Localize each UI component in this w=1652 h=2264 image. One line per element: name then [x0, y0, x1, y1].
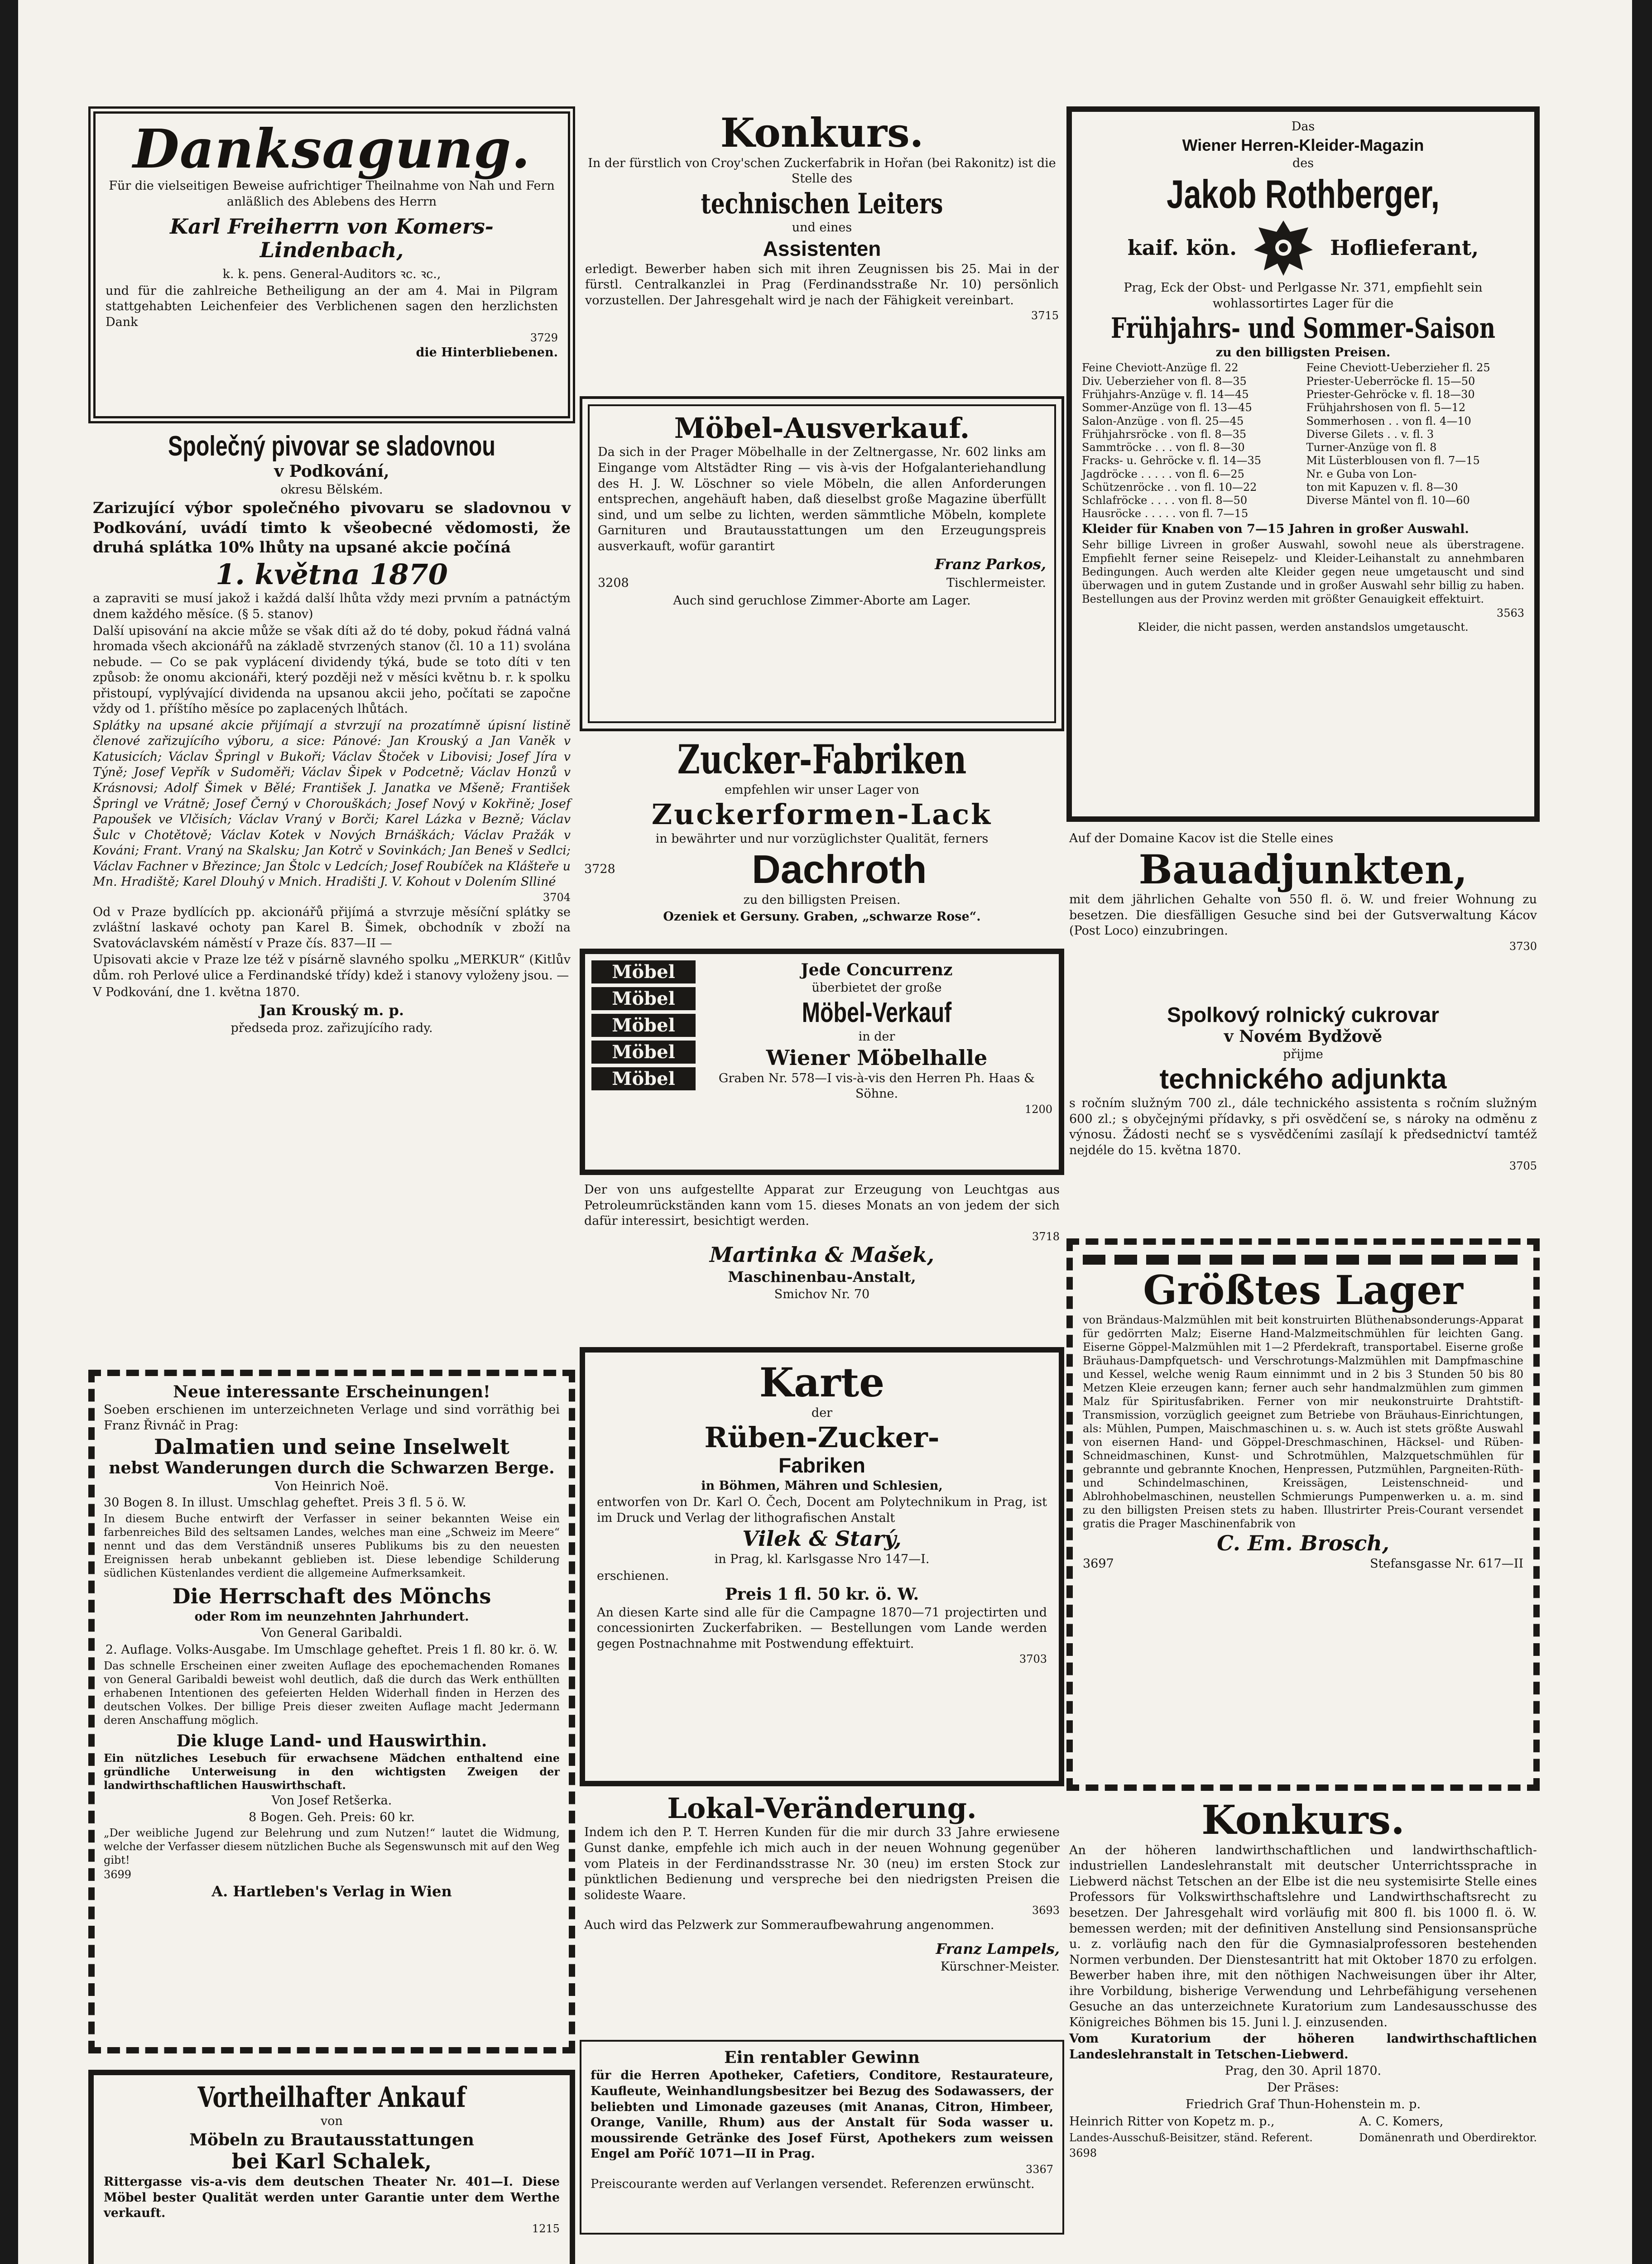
- cukrovar-place: v Novém Bydžově: [1224, 1026, 1383, 1046]
- rothberger-right: Hoflieferant,: [1330, 235, 1479, 260]
- moebel-verkauf-title: Möbel-Verkauf: [802, 997, 952, 1029]
- moebel-tab: Möbel: [591, 1014, 696, 1037]
- vortheil-line: Möbeln zu Brautausstattungen: [189, 2130, 474, 2149]
- danksagung-signature: die Hinterbliebenen.: [416, 345, 558, 360]
- rothberger-body: Sehr billige Livreen in großer Auswahl, sowohl neue als überstragene. Empfiehlt ferner seine Reisepelz- und Kleider-Leihanstalt zu annehmbaren Bedingungen. Auch werden alte Kleider gegen neue umgetauscht und sind überwagen und in gutem Zustande und in großer Auswahl sehr billig zu haben. Bestellungen aus der Provinz werden mit größter Genauigkeit effektuirt.: [1082, 538, 1524, 606]
- gewinn-title: Ein rentabler Gewinn: [724, 2048, 920, 2067]
- moebel-verkauf-halle: Wiener Möbelhalle: [766, 1046, 988, 1070]
- price-item: Nr. e Guba von Lon-: [1306, 467, 1417, 480]
- bauad-lead: Auf der Domaine Kacov ist die Stelle eines: [1069, 831, 1334, 845]
- pivovar-paragraph-4: Od v Praze bydlících pp. akcionářů přijímá a stvrzuje měsíční splátky se zvláštní laskavé ochoty pan Karel B. Šimek, obchodník v zboží na Svatováclavském náměstí v Praze čís. 837—II —: [93, 905, 571, 950]
- book-1-description: In diesem Buche entwirft der Verfasser in seiner bekannten Weise ein farbenreiches Bild des seltsamen Landes, welches man eine „Schweiz im Meere“ nennt und das dem Verständniß unseres Publikums bis zu den neuesten Ereignissen herab unbekannt geblieben ist. Diese lebendige Schilderung südlichen Küstenlandes verdient die allgemeine Aufmerksamkeit.: [104, 1512, 560, 1580]
- vortheil-address: Rittergasse vis-a-vis dem deutschen Theater Nr. 401—I. Diese Möbel bester Qualität werden unter Garantie unter dem Werthe verkauft.: [104, 2175, 560, 2221]
- ausverkauf-body: Da sich in der Prager Möbelhalle in der Zeltnergasse, Nr. 602 links am Eingange vom Altstädter Ring — vis à-vis der Hofgalanteriehandlung des H. J. W. Löschner so viele Möbeln, die allen Anforderungen entsprechen, angehäuft haben, daß dieselbst große Magazine überfüllt sind, und um selbe zu lichten, werden sämmtliche Möbeln, komplete Garnituren und Brautausstattungen um den Erzeugungspreis ausverkauft, wofür garantirt: [598, 445, 1046, 553]
- konkurs-2-count: Friedrich Graf Thun-Hohenstein m. p.: [1185, 2097, 1421, 2111]
- ad-karte-rueben-zucker: [580, 1347, 1064, 1786]
- karte-address: in Prag, kl. Karlsgasse Nro 147—I.: [714, 1552, 930, 1567]
- column-2: [580, 106, 1064, 2264]
- karte-body-2: An diesen Karte sind alle für die Campagne 1870—71 projectirten und concessionirten Zuckerfabriken. — Bestellungen vom Lande werden gegen Postnachnahme mit Postwendung effektuirt.: [597, 1605, 1047, 1651]
- moebel-tab: Möbel: [591, 1041, 696, 1064]
- konkurs-2-number: 3698: [1069, 2146, 1097, 2159]
- price-item: Feine Cheviott-Anzüge fl. 22: [1082, 361, 1239, 374]
- ausverkauf-extra: Auch sind geruchlose Zimmer-Aborte am Lager.: [673, 593, 971, 608]
- price-item: Jagdröcke . . . . . von fl. 6—25: [1082, 467, 1244, 480]
- cukrovar-body: s ročním služným 700 zl., dále technického assistenta s ročním služným 600 zl.; s obyčejnými přídavky, s při osvědčení se, s nároky na odměnu z výnosu. Žádosti nechť se s vysvědčeními zasílají k předsednictví tamtéž nejdéle do 15. května 1870.: [1069, 1096, 1537, 1157]
- zucker-firm: Ozeniek et Gersuny. Graben, „schwarze Rose“.: [663, 909, 981, 924]
- pivovar-paragraph-3: Splátky na upsané akcie přijímají a stvrzují na prozatímně úpisní listině členové zařizujícího výboru, a sice: Pánové: Jan Krouský a Jan Vaněk v Katusicích; Václav Špringl v Bukoři; Václav Štoček v Libovisi; Josef Jíra v Týně; Josef Vepřík v Sudoměři; Václav Šipek v Podcetně; Václav Honzů v Krásnovsi; Adolf Šimek v Bělé; František J. Janatka ve Mšeně; František Špringl ve Vrátně; Josef Černý v Chorouškách; Josef Nový v Kokřině; Josef Papoušek ve Vlčisích; Václav Vraný v Borči; Karel Lázka v Bezně; Václav Šulc v Chotětově; Václav Kotek v Nových Brnáškách; Václav Pražák v Kováni; Frant. Vraný na Skalsku; Jan Kotrč v Sovinkách; Jan Beneš v Sedlci; Václav Fachner v Březince; Jan Štolc v Ledcích; Josef Roubíček na Klášteře u Mn. Hradiště; Karel Dlouhý v Mnich. Hradišti J. V. Kohout v Dolením Slliné: [93, 718, 571, 889]
- konkurs-1-title: Konkurs.: [720, 109, 924, 156]
- book-1-author: Von Heinrich Noë.: [274, 1479, 389, 1493]
- ausverkauf-title: Möbel-Ausverkauf.: [674, 412, 970, 445]
- moebel-tab: Möbel: [591, 960, 696, 983]
- bauad-number: 3730: [1509, 940, 1537, 953]
- pivovar-date: 1. května 1870: [216, 558, 448, 591]
- moebel-verkauf-over: überbietet der große: [812, 981, 942, 995]
- konkurs-2-signer-2: A. C. Komers,: [1359, 2115, 1444, 2129]
- book-1-title: Dalmatien und seine Inselwelt: [154, 1434, 509, 1459]
- book-3-subtitle: Ein nützliches Lesebuch für erwachsene Mädchen enthaltend eine gründliche Unterweisung in den wichtigsten Zweigen der landwirthschaftlichen Hauswirthschaft.: [104, 1751, 560, 1792]
- gewinn-number: 3367: [1025, 2163, 1053, 2176]
- cukrovar-number: 3705: [1509, 1159, 1537, 1172]
- book-1-subtitle: nebst Wanderungen durch die Schwarzen Berge.: [109, 1458, 555, 1478]
- pivovar-lead: Zarizující výbor společného pivovaru se sladovnou v Podkování, uvádí timto k všeobecné vědomosti, že druhá splátka 10% lhůty na upsané akcie počíná: [93, 499, 571, 557]
- rothberger-left: kaif. kön.: [1127, 235, 1237, 260]
- pivovar-district: okresu Bělském.: [280, 482, 383, 497]
- moebel-verkauf-top: Jede Concurrenz: [801, 960, 953, 979]
- price-item: Frühjahrsröcke . von fl. 8—35: [1082, 427, 1247, 441]
- zucker-title: Zucker-Fabriken: [677, 736, 967, 783]
- konkurs-1-body: erledigt. Bewerber haben sich mit ihren Zeugnissen bis 25. Mai in der fürstl. Centralkanzlei in Prag (Ferdinandsstraße Nr. 10) persönlich vorzustellen. Der Jahresgehalt wird je nach der Fähigkeit vereinbart.: [585, 262, 1059, 307]
- column-1: [88, 106, 575, 2264]
- ad-moebel-verkauf: [580, 949, 1064, 1175]
- zucker-number: 3728: [584, 862, 615, 877]
- pivovar-paragraph-1: a zapraviti se musí jakož i každá další lhůta vždy mezi prvním a patnáctým dnem každého měsíce. (§ 5. stanov): [93, 591, 571, 621]
- price-item: Turner-Anzüge von fl. 8: [1306, 441, 1437, 454]
- karte-firm: Vilek & Starý,: [742, 1526, 902, 1551]
- price-item: Frühjahrshosen von fl. 5—12: [1306, 401, 1466, 414]
- neue-head: Neue interessante Erscheinungen!: [173, 1382, 490, 1401]
- book-2-description: Das schnelle Erscheinen einer zweiten Auflage des epochemachenden Romanes von General Garibaldi beweist wohl deutlich, daß die durch das Werk enthüllten erhabenen Intentionen des gefeierten Helden Widerhall finden in Herzen des deutschen Volkes. Der billige Preis dieser zweiten Auflage macht Jedermann deren Anschaffung möglich.: [104, 1659, 560, 1727]
- book-3-price: 8 Bogen. Geh. Preis: 60 kr.: [249, 1810, 415, 1824]
- book-3-author: Von Josef Retšerka.: [271, 1794, 392, 1808]
- ad-lokal-veraenderung: [580, 1786, 1064, 2040]
- moebel-verkauf-address: Graben Nr. 578—I vis-à-vis den Herren Ph. Haas & Söhne.: [718, 1071, 1035, 1101]
- rothberger-crest-row: [1082, 216, 1524, 279]
- martinka-number: 3718: [1032, 1230, 1060, 1243]
- cukrovar-prijme: přijme: [1283, 1047, 1323, 1062]
- bauad-body: mit dem jährlichen Gehalte von 550 fl. ö. W. und freier Wohnung zu besetzen. Die diesfälligen Gesuche sind bei der Gutsverwaltung Kácov (Post Loco) einzubringen.: [1069, 892, 1537, 938]
- book-2-price: 2. Auflage. Volks-Ausgabe. Im Umschlage geheftet. Preis 1 fl. 80 kr. ö. W.: [105, 1643, 558, 1657]
- lager-body: von Brändaus-Malzmühlen mit beit konstruirten Blüthenabsonderungs-Apparat für gedörrten Malz; Eiserne Hand-Malzmeitschmühlen für leichten Gang. Eiserne Göppel-Malzmühlen mit 1—2 Pferdekraft, transportabel. Eiserne große Bräuhaus-Dampfquetsch- und Verschrotungs-Malzmühlen mit Dampfmaschine und Kessel, welche wenig Raum einnimmt und in 2 bis 3 Stunden 50 bis 80 Metzen Kleie erzeugen kann; ferner auch sehr handmalzmühlen zum gimmen Malz für Spiritusfabriken. Ferner von mir neukonstruirte Drahtstift-Transmission, vorzüglich geeignet zum Betriebe von Bräuhaus-Einrichtungen, als: Mühlen, Pumpen, Maischmaschinen u. s. w. Auch ist stets größte Auswahl von eisernen Hand- und Göppel-Dreschmaschinen, Häcksel- und Rüben-Schneidmaschinen, Kunst- und Schrotmühlen, Malzquetschmühlen für gebrannte und gebrannte Knochen, Henpressen, Putzmühlen, Pargneiten-Rüth- und Schindelmaschinen, Kreissägen, Leistenschneid- und Ablrohhobelmaschinen, neustellen Schmierungs Pumpenwerken u. a. m. sind zu den billigsten Preisen stets zu haben. Illustrirter Preis-Courant versendet gratis die Prager Maschinenfabrik von: [1083, 1313, 1523, 1530]
- book-2-author: Von General Garibaldi.: [261, 1626, 403, 1640]
- ad-danksagung: [88, 106, 575, 423]
- karte-erschienen: erschienen.: [597, 1568, 669, 1583]
- lokal-title: Lokal-Veränderung.: [667, 1792, 977, 1825]
- konkurs-1-number: 3715: [1031, 309, 1059, 322]
- price-item: Feine Cheviott-Ueberzieher fl. 25: [1306, 361, 1490, 374]
- book-2-subtitle: oder Rom im neunzehnten Jahrhundert.: [194, 1609, 469, 1624]
- rothberger-des: des: [1292, 156, 1314, 171]
- column-3: [1066, 106, 1540, 2264]
- ad-martinka-masek: [580, 1175, 1064, 1347]
- neue-publisher: A. Hartleben's Verlag in Wien: [211, 1883, 452, 1900]
- konkurs-1-lead: In der fürstlich von Croy'schen Zuckerfabrik in Hořan (bei Rakonitz) ist die Stelle des: [588, 156, 1056, 186]
- vortheil-bei: bei Karl Schalek,: [231, 2149, 432, 2174]
- bauad-title: Bauadjunkten,: [1138, 845, 1468, 893]
- lager-number: 3697: [1083, 1556, 1114, 1571]
- moebel-tab: Möbel: [591, 987, 696, 1010]
- ad-neue-erscheinungen: [88, 1370, 575, 2053]
- lokal-body: Indem ich den P. T. Herren Kunden für die mir durch 33 Jahre erwiesene Gunst danke, empfehle ich mich auch in der neuen Wohnung gegenüber vom Plateis in der Ferdinandsstrasse Nr. 30 (neu) im ersten Stock zur pünktlichen Bedienung und verspreche bei den niedrigsten Preisen die solideste Waare.: [584, 1825, 1060, 1902]
- danksagung-title: Danksagung.: [133, 117, 531, 180]
- book-3-title: Die kluge Land- und Hauswirthin.: [176, 1731, 487, 1751]
- vortheil-title: Vortheilhafter Ankauf: [197, 2081, 466, 2114]
- price-item: Frühjahrs-Anzüge v. fl. 14—45: [1082, 388, 1249, 401]
- ad-zucker-fabriken: [580, 731, 1064, 949]
- zucker-price: zu den billigsten Preisen.: [743, 893, 901, 907]
- martinka-firm: Martinka & Mašek,: [709, 1242, 935, 1267]
- rothberger-season: Frühjahrs- und Sommer-Saison: [1111, 312, 1495, 345]
- neue-lead: Soeben erschienen im unterzeichneten Verlage und sind vorräthig bei Franz Řivnáč in Prag:: [104, 1403, 560, 1433]
- ornament-strip: [1083, 1255, 1523, 1265]
- rothberger-das: Das: [1291, 120, 1315, 134]
- danksagung-number: 3729: [530, 331, 558, 344]
- danksagung-rank: k. k. pens. General-Auditors ꝛc. ꝛc.,: [222, 267, 441, 282]
- lokal-number: 3693: [1032, 1904, 1060, 1917]
- ad-moebel-ausverkauf: [580, 396, 1064, 731]
- rothberger-cheap: zu den billigsten Preisen.: [1215, 345, 1391, 360]
- karte-subtitle-2: Fabriken: [778, 1453, 865, 1477]
- rothberger-address: Prag, Eck der Obst- und Perlgasse Nr. 371, empfiehlt sein wohlassortirtes Lager für die: [1124, 281, 1483, 311]
- scan-border-right: [1632, 0, 1652, 2264]
- rothberger-name: Jakob Rothberger,: [1167, 171, 1440, 216]
- konkurs-2-signer-2-role: Domänenrath und Oberdirektor.: [1359, 2131, 1537, 2144]
- rothberger-extra: Kleider, die nicht passen, werden anstandslos umgetauscht.: [1138, 621, 1469, 634]
- ad-cukrovar: [1066, 998, 1540, 1238]
- price-item: Schlafröcke . . . . von fl. 8—50: [1082, 494, 1248, 507]
- rothberger-title: Wiener Herren-Kleider-Magazin: [1182, 135, 1424, 154]
- pivovar-paragraph-5: Upisovati akcie v Praze lze též v písárně slavného spolku „MERKUR“ (Kitlův dům. roh Perlové ulice a Ferdinandské třídy) kdež i stanovy vyloženy jsou. —: [93, 953, 571, 983]
- ad-rentabler-gewinn: [580, 2040, 1064, 2235]
- price-item: Sammtröcke . . . von fl. 8—30: [1082, 441, 1245, 454]
- price-item: Mit Lüsterblousen von fl. 7—15: [1306, 454, 1480, 467]
- konkurs-2-date: Prag, den 30. April 1870.: [1225, 2064, 1382, 2078]
- zucker-lead: empfehlen wir unser Lager von: [725, 782, 919, 797]
- ad-konkurs-liebwerd: [1066, 1791, 1540, 2264]
- ausverkauf-role: Tischlermeister.: [946, 576, 1046, 590]
- martinka-body: Der von uns aufgestellte Apparat zur Erzeugung von Leuchtgas aus Petroleumrückständen kann vom 15. dieses Monats an von jedem der sich dafür interessirt, besichtigt werden.: [584, 1183, 1060, 1228]
- rothberger-number: 3563: [1496, 607, 1524, 620]
- pivovar-paragraph-2: Další upisování na akcie může se však díti až do té doby, pokud řádná valná hromada všech akcionářů na základě stvrzených stanov (čl. 10 a 11) svolána nebude. — Co se pak vyplácení dividendy týká, bude se toto díti v ten způsob: že onomu akcionáři, který později než v měsíci květnu b. r. k spolku přistoupí, vyplývající dividenda na upsanou akcii jeho, počítati se započne vždy od 1. příštího měsíce po zaplacených lhůtách.: [93, 624, 571, 716]
- vortheil-von: von: [321, 2114, 343, 2129]
- price-item: Diverse Mäntel von fl. 10—60: [1306, 494, 1470, 507]
- zucker-body: in bewährter und nur vorzüglichster Qualität, ferners: [655, 831, 989, 846]
- price-item: Schützenröcke . . von fl. 10—22: [1082, 480, 1257, 494]
- pivovar-signature: Jan Krouský m. p.: [259, 1002, 404, 1019]
- lager-firm: C. Em. Brosch,: [1217, 1530, 1389, 1555]
- konkurs-1-post-1: technischen Leiters: [701, 187, 943, 220]
- karte-region: in Böhmen, Mähren und Schlesien,: [701, 1478, 943, 1493]
- zucker-lack: Zuckerformen-Lack: [651, 798, 993, 831]
- neue-number: 3699: [104, 1868, 132, 1881]
- konkurs-2-body: An der höheren landwirthschaftlichen und landwirthschaftlich-industriellen Landeslehranstalt mit deutscher Unterrichtssprache in Liebwerd nächst Tetschen an der Elbe ist die neu systemisirte Stelle eines Professors für Volkswirthschaftslehre und Landwirthschaftsrecht zu besetzen. Der Jahresgehalt wird vorläufig mit 800 fl. bis 1000 fl. ö. W. bemessen werden; mit der definitiven Anstellung sind Pensionsansprüche u. z. vorläufig nach den für die Gymnasialprofessoren bestehenden Normen verbunden. Der Dienstesantritt hat mit Oktober 1870 zu erfolgen. Bewerber haben ihre, mit den nöthigen Nachweisungen über ihr Alter, ihre Vorbildung, bisherige Verwendung und Lehrbefähigung versehenen Gesuche an das unterzeichnete Kuratorium zum Landesausschusse des Königreiches Böhmen bis 15. Juni l. J. einzusenden.: [1069, 1843, 1537, 2029]
- pivovar-place-date: V Podkování, dne 1. května 1870.: [93, 985, 300, 999]
- pivovar-number: 3704: [543, 891, 571, 904]
- price-item: Salon-Anzüge . von fl. 25—45: [1082, 414, 1244, 427]
- karte-price: Preis 1 fl. 50 kr. ö. W.: [725, 1585, 919, 1604]
- lager-title: Größtes Lager: [1143, 1266, 1463, 1314]
- lager-address: Stefansgasse Nr. 617—II: [1370, 1556, 1523, 1571]
- gewinn-body: für die Herren Apotheker, Cafetiers, Conditore, Restaurateure, Kaufleute, Weinhandlungsbesitzer bei Bezug des Sodawassers, der beliebten und Limonade gazeuses (mit Ananas, Citron, Himbeer, Orange, Vanille, Rhum) aus der Anstalt für Soda wasser u. moussirende Getränke des Josef Fürst, Apothekers zum weissen Engel am Poříč 1071—II in Prag.: [591, 2068, 1053, 2161]
- konkurs-2-signer-1: Heinrich Ritter von Kopetz m. p.,: [1069, 2115, 1275, 2129]
- martinka-role: Maschinenbau-Anstalt,: [728, 1268, 916, 1285]
- konkurs-2-title: Konkurs.: [1201, 1796, 1405, 1843]
- lokal-role: Kürschner-Meister.: [940, 1959, 1060, 1974]
- konkurs-1-post-2: Assistenten: [763, 236, 881, 260]
- ad-groesstes-lager: [1066, 1238, 1540, 1791]
- ausverkauf-number: 3208: [598, 576, 629, 590]
- danksagung-name: Karl Freiherrn von Komers-Lindenbach,: [170, 214, 494, 263]
- karte-subtitle: Rüben-Zucker-: [704, 1421, 940, 1454]
- ad-konkurs-croy: [580, 106, 1064, 392]
- ad-bauadjunkten: [1066, 822, 1540, 998]
- zucker-dachroth: Dachroth: [752, 847, 927, 892]
- karte-title: Karte: [759, 1359, 885, 1406]
- danksagung-body: und für die zahlreiche Betheiligung an der am 4. Mai in Pilgram stattgehabten Leichenfeier des Verblichenen sagen den herzlichsten Dank: [106, 283, 558, 329]
- price-item: Sommer-Anzüge von fl. 13—45: [1082, 401, 1252, 414]
- price-item: Hausröcke . . . . . von fl. 7—15: [1082, 507, 1249, 520]
- moebel-tabs: [591, 960, 696, 1116]
- price-item: ton mit Kapuzen v. fl. 8—30: [1306, 480, 1458, 494]
- martinka-address: Smichov Nr. 70: [774, 1287, 870, 1302]
- price-item: Fracks- u. Gehröcke v. fl. 14—35: [1082, 454, 1262, 467]
- vortheil-number: 1215: [532, 2222, 560, 2235]
- ad-spolecny-pivovar: [88, 423, 575, 1352]
- price-item: Priester-Gehröcke v. fl. 18—30: [1306, 388, 1475, 401]
- cukrovar-title: Spolkový rolnický cukrovar: [1167, 1003, 1439, 1026]
- lokal-extra: Auch wird das Pelzwerk zur Sommeraufbewahrung angenommen.: [584, 1918, 994, 1933]
- karte-der: der: [811, 1405, 833, 1420]
- double-eagle-icon: [1249, 216, 1317, 279]
- ausverkauf-signature: Franz Parkos,: [935, 556, 1046, 573]
- book-2-title: Die Herrschaft des Mönchs: [172, 1584, 491, 1609]
- price-item: Priester-Ueberröcke fl. 15—50: [1306, 374, 1475, 388]
- karte-number: 3703: [1019, 1653, 1047, 1666]
- gewinn-extra: Preiscourante werden auf Verlangen versendet. Referenzen erwünscht.: [591, 2177, 1035, 2191]
- scan-border-left: [0, 0, 18, 2264]
- rothberger-price-list: [1082, 361, 1524, 520]
- price-item: Diverse Gilets . . v. fl. 3: [1306, 427, 1434, 441]
- moebel-verkauf-number: 1200: [1024, 1103, 1052, 1116]
- pivovar-title: Společný pivovar se sladovnou: [168, 431, 495, 462]
- book-1-price: 30 Bogen 8. In illust. Umschlag geheftet. Preis 3 fl. 5 ö. W.: [104, 1496, 466, 1510]
- rothberger-kids: Kleider für Knaben von 7—15 Jahren in großer Auswahl.: [1082, 522, 1469, 536]
- konkurs-2-praeses: Der Präses:: [1267, 2081, 1340, 2095]
- cukrovar-post: technického adjunkta: [1159, 1063, 1447, 1095]
- konkurs-2-from: Vom Kuratorium der höheren landwirthschaftlichen Landeslehranstalt in Tetschen-Liebwerd.: [1069, 2032, 1537, 2062]
- konkurs-1-und: und eines: [792, 221, 852, 235]
- moebel-verkauf-in: in der: [858, 1030, 895, 1044]
- ad-rothberger: [1066, 106, 1540, 822]
- ad-vortheilhafter-ankauf: [88, 2070, 575, 2264]
- pivovar-place: v Podkování,: [274, 462, 389, 481]
- price-item: Div. Ueberzieher von fl. 8—35: [1082, 374, 1247, 388]
- moebel-tab: Möbel: [591, 1067, 696, 1090]
- book-3-description: „Der weibliche Jugend zur Belehrung und zum Nutzen!“ lautet die Widmung, welche der Verfasser diesem nützlichen Buche als Segenswunsch mit auf den Weg gibt!: [104, 1827, 560, 1867]
- konkurs-2-signer-1-role: Landes-Ausschuß-Beisitzer, ständ. Referent.: [1069, 2131, 1313, 2144]
- pivovar-signature-role: předseda proz. zařizujícího rady.: [231, 1021, 433, 1036]
- lokal-signature: Franz Lampels,: [936, 1940, 1060, 1957]
- karte-body: entworfen von Dr. Karl O. Čech, Docent am Polytechnikum in Prag, ist im Druck und Verlag der lithografischen Anstalt: [597, 1495, 1047, 1525]
- danksagung-intro: Für die vielseitigen Beweise aufrichtiger Theilnahme von Nah und Fern anläßlich des Ablebens des Herrn: [109, 179, 555, 209]
- price-item: Sommerhosen . . von fl. 4—10: [1306, 414, 1471, 427]
